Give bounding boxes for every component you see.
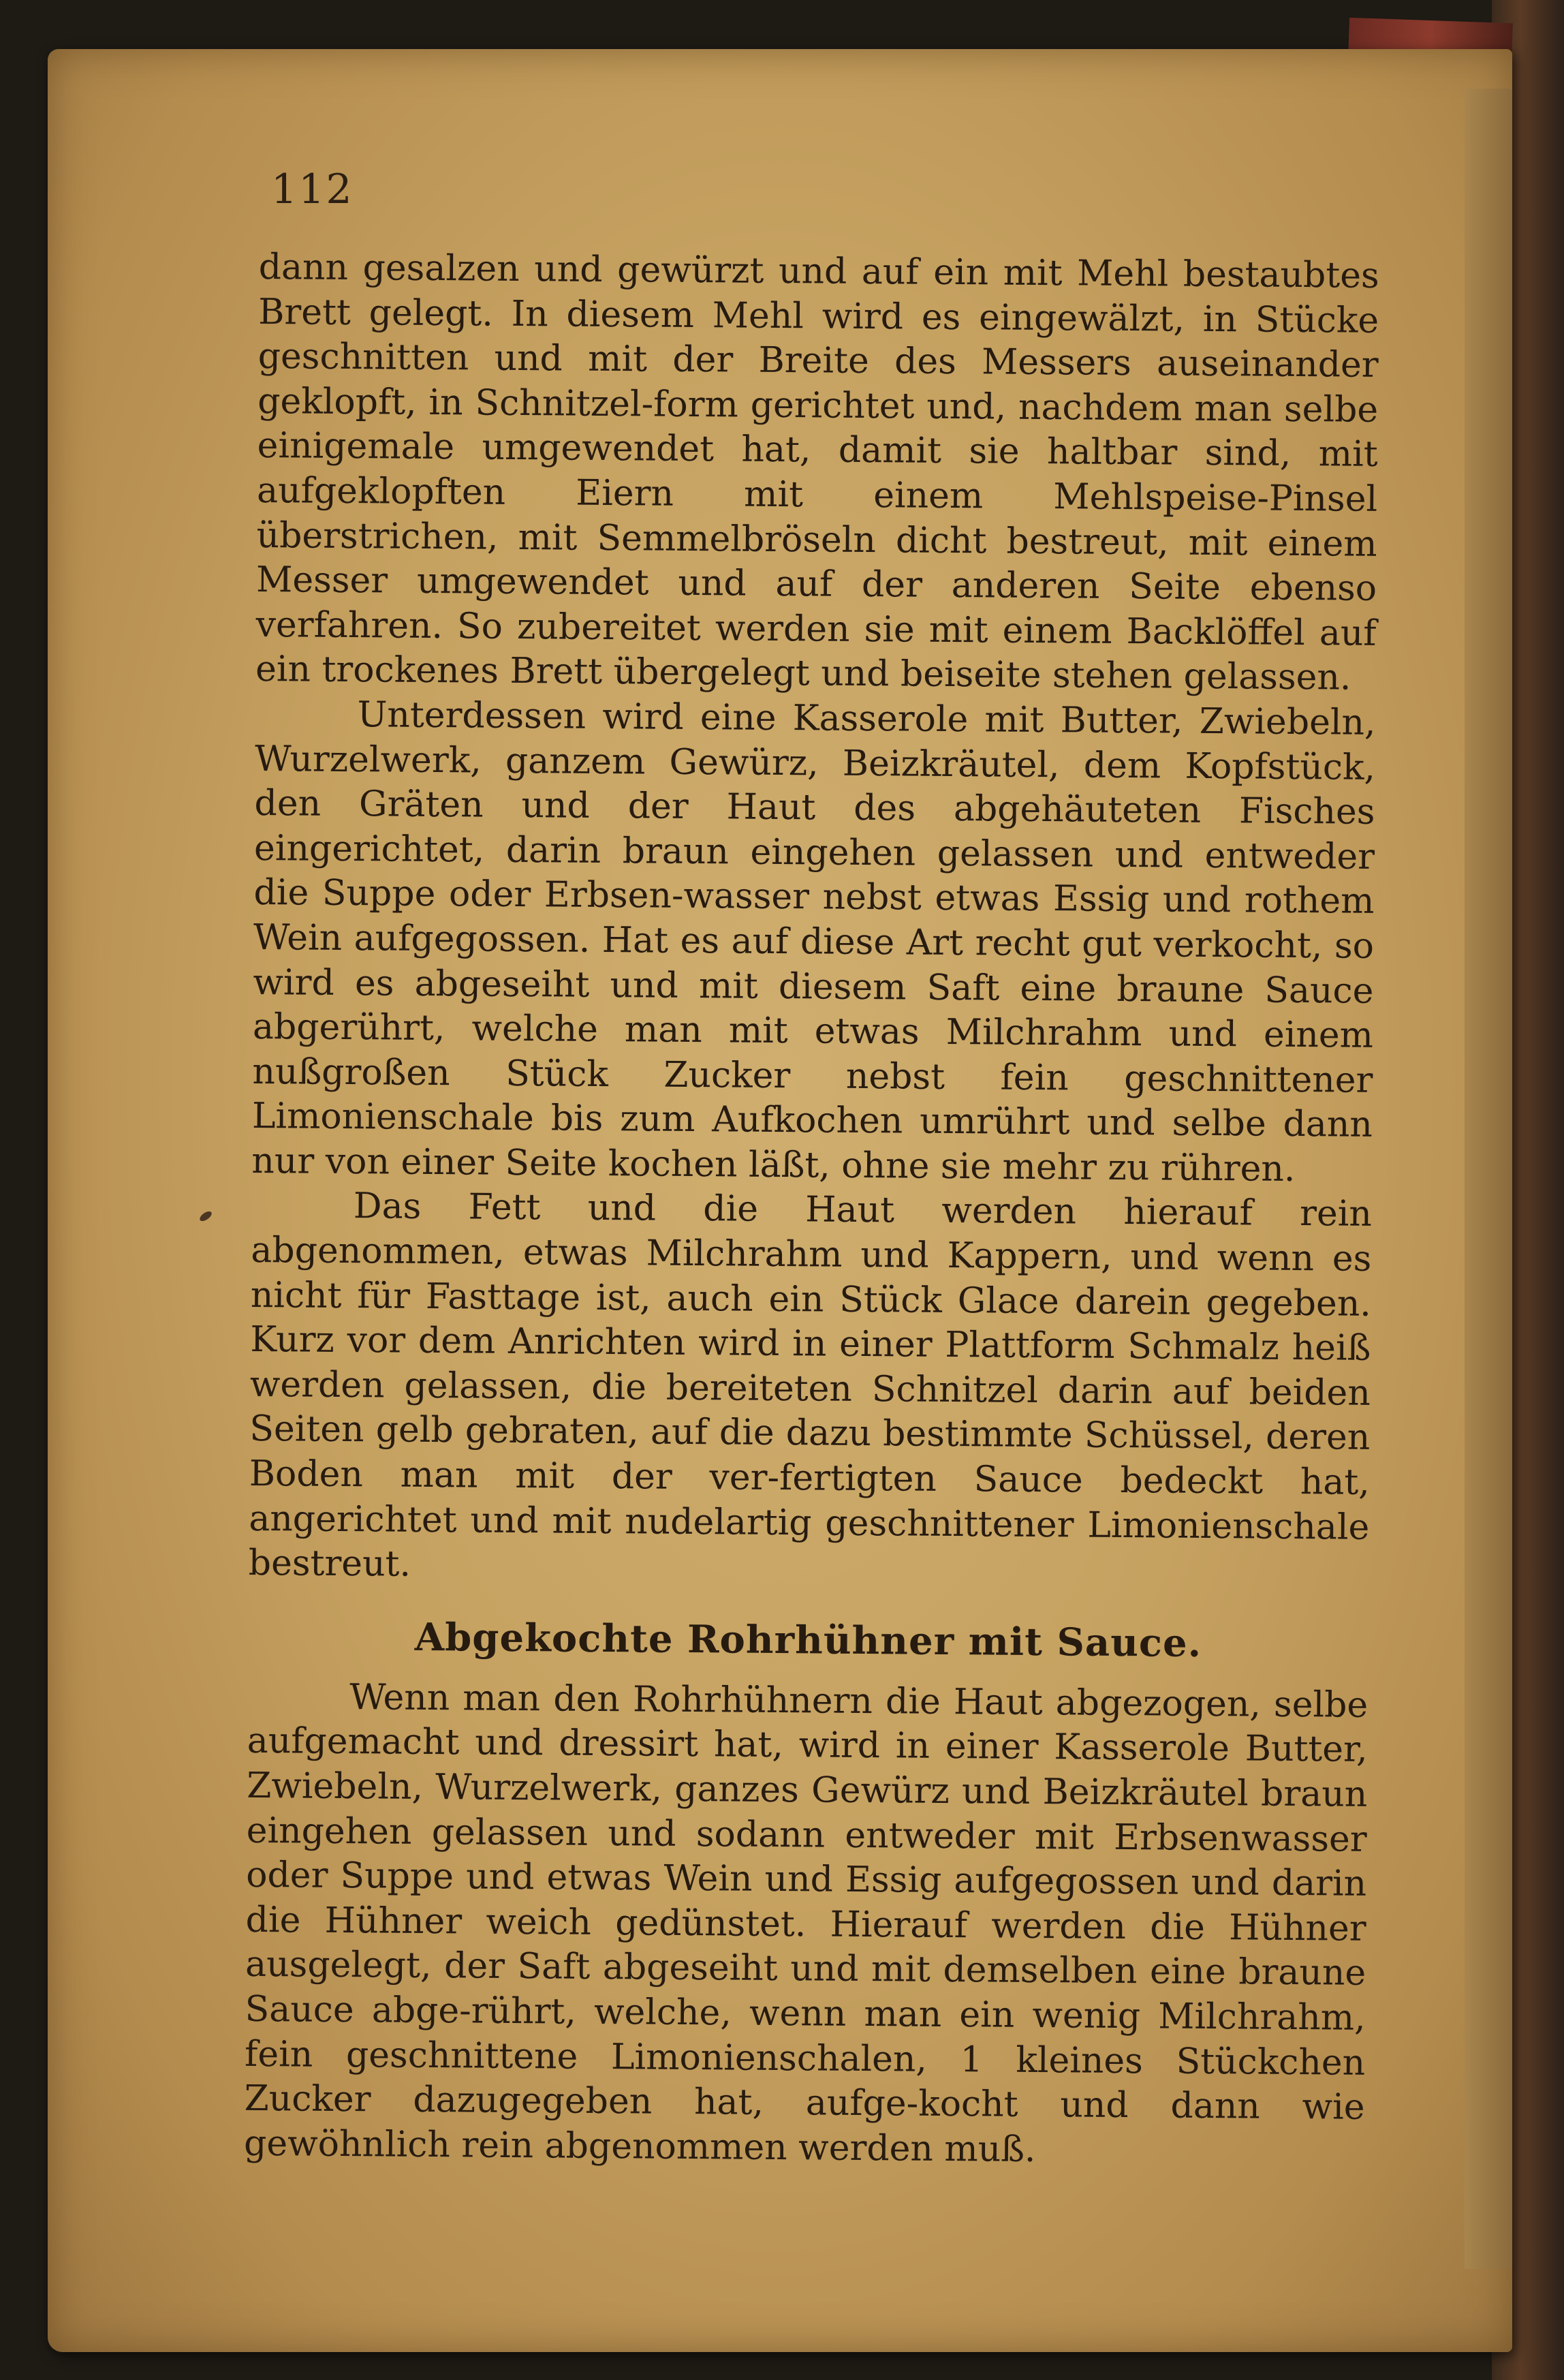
paragraph-2: Unterdessen wird eine Kasserole mit Butter, Zwiebeln, Wurzelwerk, ganzem Gewürz, Beizkräutel, dem Kopfstück, den Gräten und der Haut des abgehäuteten Fisches eingerichtet, darin braun eingehen gelassen und entweder die Suppe oder Erbsen-wasser nebst etwas Essig und rothem Wein aufgegossen. Hat es auf diese Art recht gut verkocht, so wird es abgeseiht und mit diesem Saft eine braune Sauce abgerührt, welche man mit etwas Milchrahm und einem nußgroßen Stück Zucker nebst fein geschnittener Limonienschale bis zum Aufkochen umrührt und selbe dann nur von einer Seite kochen läßt, ohne sie mehr zu rühren. — [251, 694, 1376, 1190]
page-edge — [1465, 89, 1512, 2269]
text-body — [244, 245, 1379, 2175]
paragraph-3: Das Fett und die Haut werden hierauf rein abgenommen, etwas Milchrahm und Kappern, und wenn es nicht für Fasttage ist, auch ein Stück Glace darein gegeben. Kurz vor dem Anrichten wird in einer Plattform Schmalz heiß werden gelassen, die bereiteten Schnitzel darin auf beiden Seiten gelb gebraten, auf die dazu bestimmte Schüssel, deren Boden man mit der ver-fertigten Sauce bedeckt hat, angerichtet und mit nudelartig geschnittener Limonienschale bestreut. — [248, 1186, 1373, 1586]
recipe-body: Wenn man den Rohrhühnern die Haut abgezogen, selbe aufgemacht und dressirt hat, wird in einer Kasserole Butter, Zwiebeln, Wurzelwerk, ganzes Gewürz und Beizkräutel braun eingehen gelassen und sodann entweder mit Erbsenwasser oder Suppe und etwas Wein und Essig aufgegossen und darin die Hühner weich gedünstet. Hierauf werden die Hühner ausgelegt, der Saft abgeseiht und mit demselben eine braune Sauce abge-rührt, welche, wenn man ein wenig Milchrahm, fein geschnittene Limonienschalen, 1 kleines Stückchen Zucker dazugegeben hat, aufge-kocht und dann wie gewöhnlich rein abgenommen werden muß. — [243, 1676, 1368, 2170]
page-number: 112 — [271, 166, 354, 213]
paragraph-1: dann gesalzen und gewürzt und auf ein mit Mehl bestaubtes Brett gelegt. In diesem Mehl wird es eingewälzt, in Stücke geschnitten und mit der Breite des Messers auseinander geklopft, in Schnitzel-form gerichtet und, nachdem man selbe einigemale umgewendet hat, damit sie haltbar sind, mit aufgeklopften Eiern mit einem Mehlspeise-Pinsel überstrichen, mit Semmelbröseln dicht bestreut, mit einem Messer umgewendet und auf der anderen Seite ebenso verfahren. So zubereitet werden sie mit einem Backlöffel auf ein trockenes Brett übergelegt und beiseite stehen gelassen. — [255, 246, 1379, 698]
recipe-title: Abgekochte Rohrhühner mit Sauce. — [414, 1614, 1202, 1666]
